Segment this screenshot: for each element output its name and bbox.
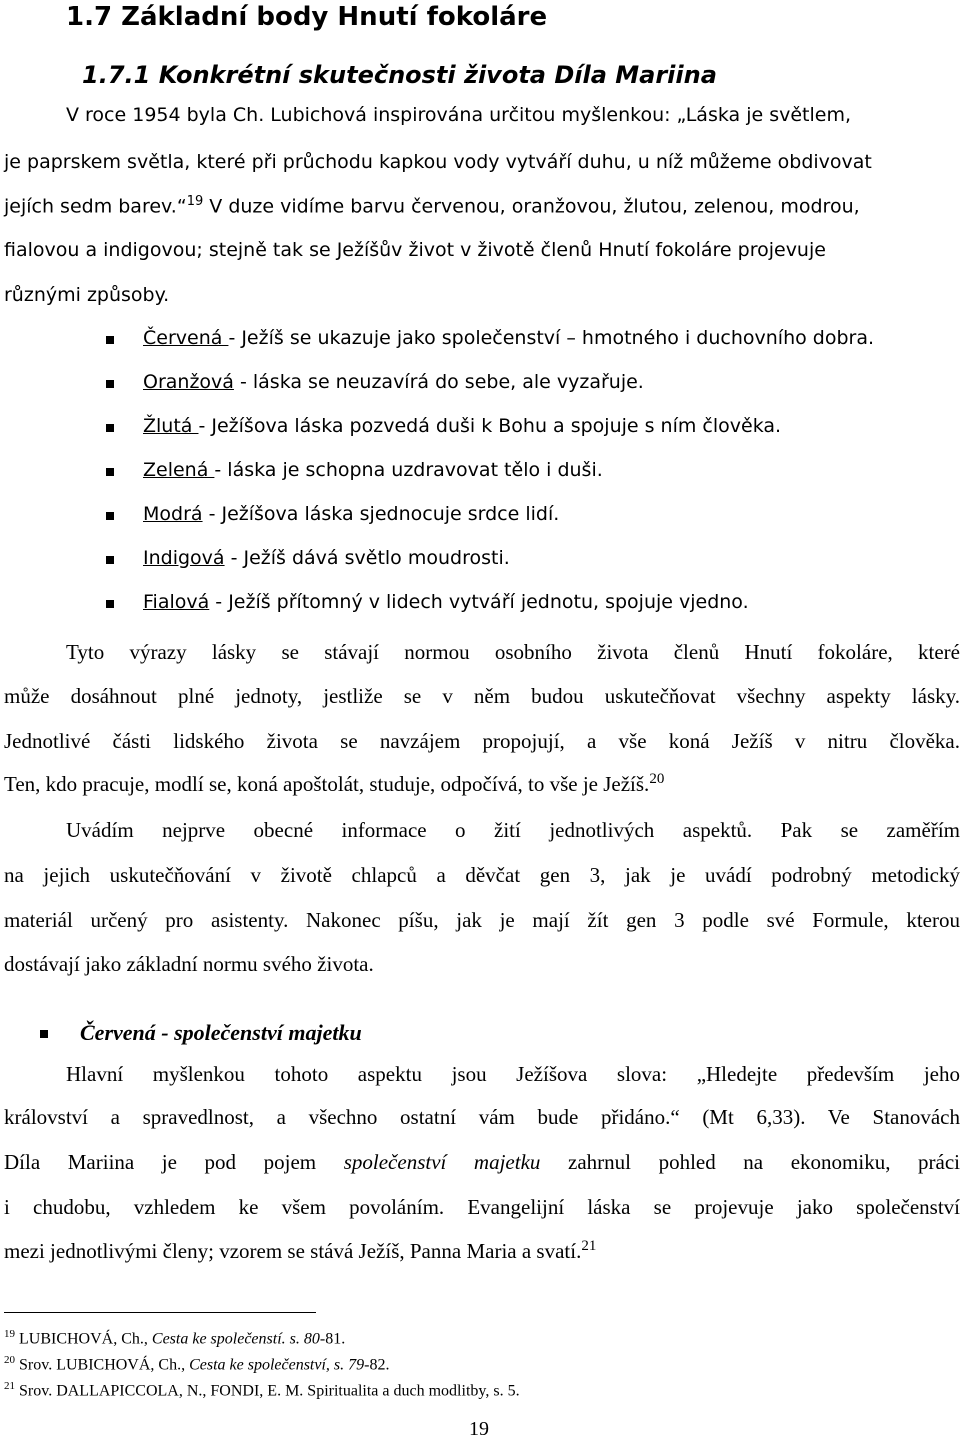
list-item (143, 415, 781, 437)
color-text: - láska je schopna uzdravovat tělo i duši. (214, 459, 603, 481)
footnote-text-end: -81. (319, 1330, 346, 1348)
list-item (143, 503, 559, 525)
footnote-number: 20 (4, 1354, 15, 1366)
bullet-icon (106, 424, 114, 432)
para4-line-3 (4, 1150, 960, 1175)
color-text: - Ježíšova láska pozvedá duši k Bohu a spojuje s ním člověka. (198, 415, 782, 437)
list-item (143, 327, 874, 349)
footnote (4, 1380, 520, 1400)
intro-line-5: různými způsoby. (4, 284, 170, 306)
para3-line-1: Uvádím nejprve obecné informace o žití jednotlivých aspektů. Pak se zaměřím (66, 818, 960, 842)
para4-line-3-italic: společenství majetku (343, 1150, 541, 1174)
bullet-icon (106, 380, 114, 388)
list-item (143, 591, 749, 613)
intro-line-1: V roce 1954 byla Ch. Lubichová inspirována určitou myšlenkou: „Láska je světlem, (66, 104, 852, 126)
footnote-text: Srov. LUBICHOVÁ, Ch., (15, 1356, 190, 1374)
para3-line-4: dostávají jako základní normu svého života. (4, 952, 374, 976)
para3-line-2: na jejich uskutečňování v životě chlapců a děvčat gen 3, jak je uvádí podrobný metodický (4, 863, 960, 887)
para4-line-1: Hlavní myšlenkou tohoto aspektu jsou Ježíšova slova: „Hledejte především jeho (66, 1062, 960, 1086)
footnote-italic: Cesta ke společenství, s. 79 (189, 1356, 365, 1374)
bullet-icon (106, 336, 114, 344)
color-name: Červená (143, 327, 229, 349)
color-name: Indigová (143, 547, 225, 569)
bullet-icon (106, 600, 114, 608)
footnote-text: LUBICHOVÁ, Ch., (15, 1330, 152, 1348)
bullet-icon (106, 556, 114, 564)
list-item (143, 459, 603, 481)
intro-line-2: je paprskem světla, které při průchodu kapkou vody vytváří duhu, u níž můžeme obdivovat (4, 151, 872, 173)
footnote-ref-19: 19 (186, 194, 204, 209)
color-text: - Ježíšova láska sjednocuje srdce lidí. (202, 503, 560, 525)
color-name: Oranžová (143, 371, 234, 393)
subsection-heading: 1.7.1 Konkrétní skutečnosti života Díla Mariina (82, 61, 717, 89)
footnote-separator (4, 1312, 316, 1313)
color-text: - láska se neuzavírá do sebe, ale vyzařuje. (233, 371, 644, 393)
para3-line-3: materiál určený pro asistenty. Nakonec píšu, jak je mají žít gen 3 podle své Formule, kterou (4, 908, 960, 932)
footnote-number: 19 (4, 1328, 15, 1340)
para4-line-4: i chudobu, vzhledem ke všem povoláním. Evangelijní láska se projevuje jako společenství (4, 1195, 960, 1219)
footnote (4, 1328, 345, 1348)
list-item (143, 371, 644, 393)
color-name: Fialová (143, 591, 210, 613)
color-name: Žlutá (143, 415, 199, 437)
intro-line-3b: V duze vidíme barvu červenou, oranžovou, žlutou, zelenou, modrou, (203, 195, 860, 218)
intro-line-3 (4, 194, 860, 217)
aspect-heading: Červená - společenství majetku (80, 1020, 362, 1045)
para4-line-2: království a spravedlnost, a všechno ostatní vám bude přidáno.“ (Mt 6,33). Ve Stanovách (4, 1105, 960, 1129)
footnote-ref-21: 21 (581, 1238, 597, 1254)
footnote-text: Srov. DALLAPICCOLA, N., FONDI, E. M. Spiritualita a duch modlitby, s. 5. (15, 1382, 520, 1400)
footnote-italic: Cesta ke společenstí. s. 80 (151, 1330, 320, 1348)
color-name: Zelená (143, 459, 215, 481)
color-text: - Ježíš přítomný v lidech vytváří jednotu, spojuje vjedno. (209, 591, 749, 613)
list-item (143, 547, 510, 569)
para4-line-5-text: mezi jednotlivými členy; vzorem se stává Ježíš, Panna Maria a svatí. (4, 1239, 582, 1263)
section-heading: 1.7 Základní body Hnutí fokoláre (66, 2, 548, 32)
color-name: Modrá (143, 503, 203, 525)
color-text: - Ježíš dává světlo moudrosti. (224, 547, 510, 569)
para4-line-5 (4, 1238, 596, 1264)
para4-line-3b: zahrnul pohled na ekonomiku, práci (540, 1150, 960, 1174)
intro-line-3a: jejích sedm barev.“ (4, 195, 187, 218)
bullet-icon (106, 468, 114, 476)
para2-line-4 (4, 771, 664, 797)
para2-line-3: Jednotlivé části lidského života se navzájem propojují, a vše koná Ježíš v nitru člověka. (4, 729, 960, 753)
para4-line-3a: Díla Mariina je pod pojem (4, 1150, 344, 1174)
footnote (4, 1354, 389, 1374)
footnote-text-end: -82. (364, 1356, 390, 1374)
footnote-ref-20: 20 (649, 771, 665, 787)
intro-line-4: fialovou a indigovou; stejně tak se Ježíšův život v životě členů Hnutí fokoláre projevuje (4, 239, 826, 261)
para2-line-4-text: Ten, kdo pracuje, modlí se, koná apoštolát, studuje, odpočívá, to vše je Ježíš. (4, 772, 650, 796)
footnote-number: 21 (4, 1380, 15, 1392)
para2-line-1: Tyto výrazy lásky se stávají normou osobního života členů Hnutí fokoláre, které (66, 640, 960, 664)
page-number: 19 (469, 1418, 489, 1440)
bullet-icon (40, 1030, 48, 1038)
bullet-icon (106, 512, 114, 520)
para2-line-2: může dosáhnout plné jednoty, jestliže se v něm budou uskutečňovat všechny aspekty lásky. (4, 684, 960, 708)
color-text: - Ježíš se ukazuje jako společenství – hmotného i duchovního dobra. (228, 327, 875, 349)
